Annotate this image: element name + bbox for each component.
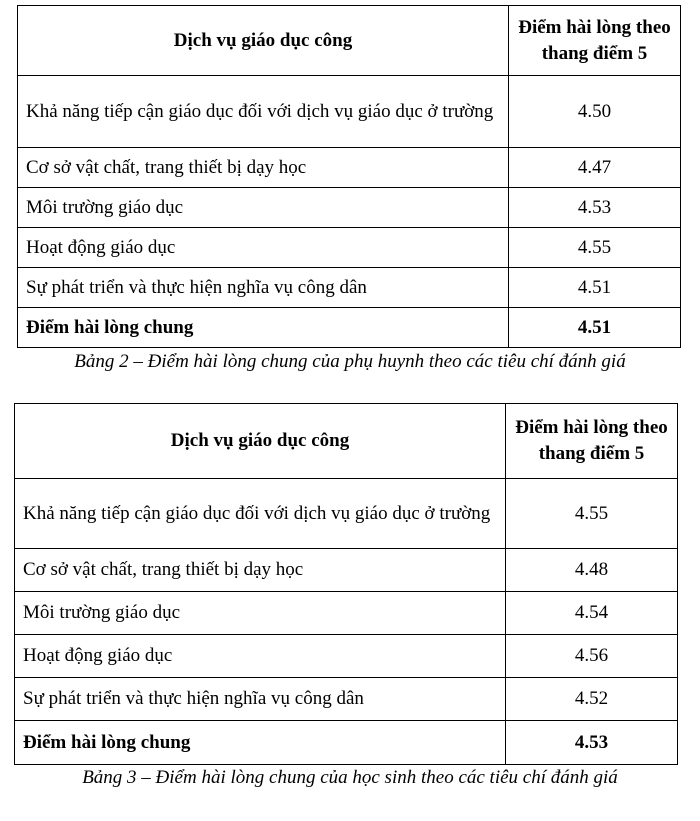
table-row xyxy=(18,148,681,188)
row-score: 4.55 xyxy=(509,228,681,268)
table-caption: Bảng 2 – Điểm hài lòng chung của phụ huynh theo các tiêu chí đánh giá xyxy=(74,351,626,372)
table-total-row xyxy=(15,721,678,765)
row-score: 4.56 xyxy=(506,635,678,678)
row-criteria: Sự phát triển và thực hiện nghĩa vụ công dân xyxy=(15,678,506,721)
row-criteria: Hoạt động giáo dục xyxy=(15,635,506,678)
table-row xyxy=(15,635,678,678)
table-row xyxy=(18,228,681,268)
total-criteria: Điểm hài lòng chung xyxy=(18,308,509,348)
row-criteria: Môi trường giáo dục xyxy=(18,188,509,228)
row-criteria: Cơ sở vật chất, trang thiết bị dạy học xyxy=(18,148,509,188)
table-row xyxy=(15,678,678,721)
header-score: Điểm hài lòng theo thang điểm 5 xyxy=(506,404,678,479)
row-criteria: Hoạt động giáo dục xyxy=(18,228,509,268)
header-criteria: Dịch vụ giáo dục công xyxy=(15,404,506,479)
total-score: 4.53 xyxy=(506,721,678,765)
row-score: 4.51 xyxy=(509,268,681,308)
row-score: 4.55 xyxy=(506,479,678,549)
satisfaction-table-parents xyxy=(17,5,681,348)
satisfaction-table-students xyxy=(14,403,678,765)
row-criteria: Khả năng tiếp cận giáo dục đối với dịch vụ giáo dục ở trường xyxy=(15,479,506,549)
row-criteria: Khả năng tiếp cận giáo dục đối với dịch vụ giáo dục ở trường xyxy=(18,76,509,148)
row-criteria: Cơ sở vật chất, trang thiết bị dạy học xyxy=(15,549,506,592)
table-caption: Bảng 3 – Điểm hài lòng chung của học sinh theo các tiêu chí đánh giá xyxy=(82,767,618,788)
table-header-row xyxy=(15,404,678,479)
table-row xyxy=(15,549,678,592)
table-row xyxy=(15,592,678,635)
row-score: 4.48 xyxy=(506,549,678,592)
row-criteria: Môi trường giáo dục xyxy=(15,592,506,635)
total-score: 4.51 xyxy=(509,308,681,348)
table-row xyxy=(18,268,681,308)
table-total-row xyxy=(18,308,681,348)
table-row xyxy=(18,188,681,228)
table-row xyxy=(15,479,678,549)
row-score: 4.53 xyxy=(509,188,681,228)
row-score: 4.50 xyxy=(509,76,681,148)
header-score: Điểm hài lòng theo thang điểm 5 xyxy=(509,6,681,76)
row-score: 4.54 xyxy=(506,592,678,635)
header-criteria: Dịch vụ giáo dục công xyxy=(18,6,509,76)
row-score: 4.52 xyxy=(506,678,678,721)
row-score: 4.47 xyxy=(509,148,681,188)
row-criteria: Sự phát triển và thực hiện nghĩa vụ công dân xyxy=(18,268,509,308)
table-header-row xyxy=(18,6,681,76)
table-row xyxy=(18,76,681,148)
total-criteria: Điểm hài lòng chung xyxy=(15,721,506,765)
